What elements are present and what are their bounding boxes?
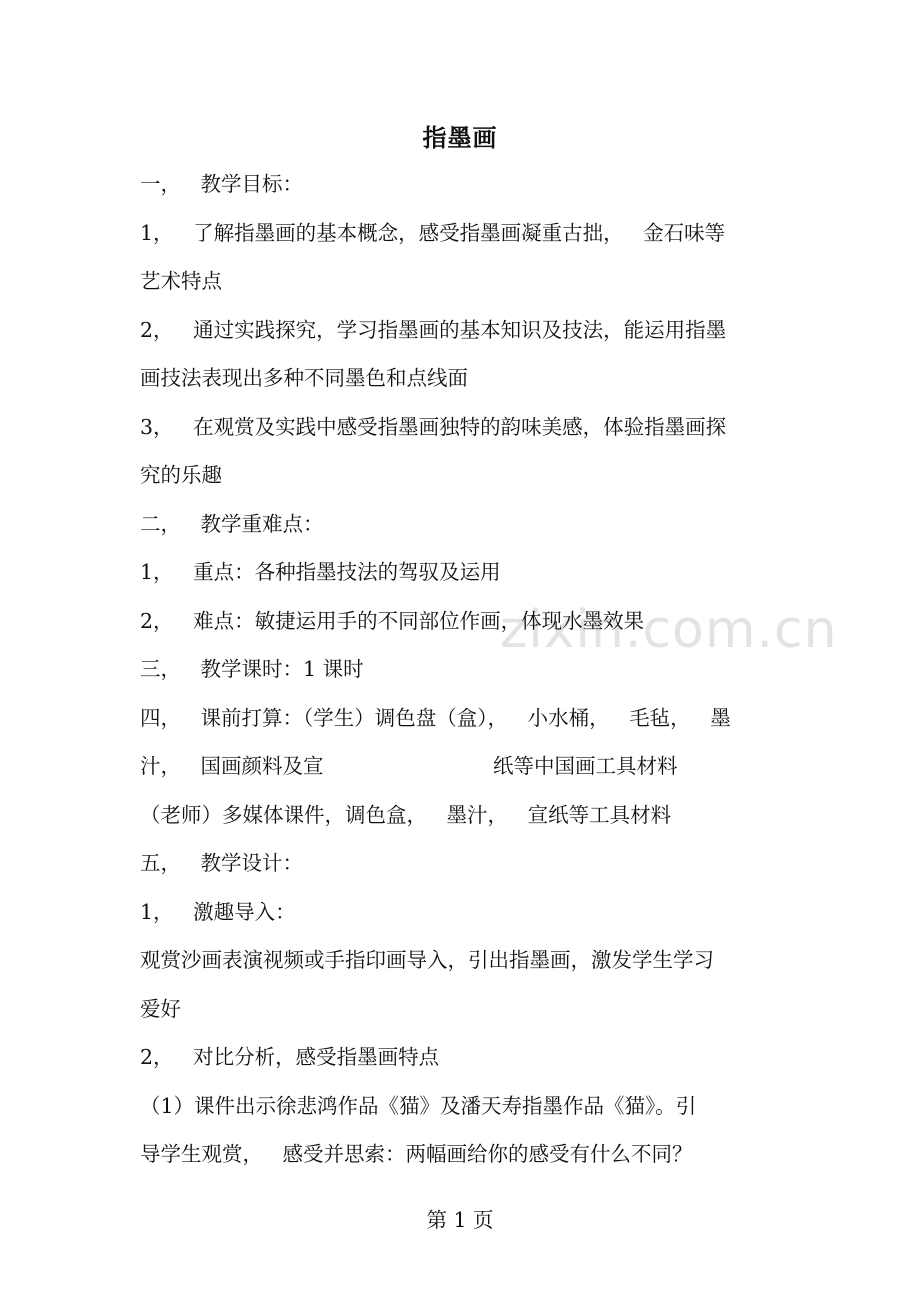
preparation-line-2: 汁， 国画颜料及宣 纸等中国画工具材料 xyxy=(140,754,678,778)
design-step-1-line-1: 观赏沙画表演视频或手指印画导入，引出指墨画，激发学生学习 xyxy=(140,948,714,972)
objective-2-line-1: 2， 通过实践探究，学习指墨画的基本知识及技法，能运用指墨 xyxy=(140,317,727,342)
section-heading-objectives: 一， 教学目标： xyxy=(140,172,304,196)
design-step-2-heading: 2， 对比分析，感受指墨画特点 xyxy=(140,1045,440,1069)
watermark: zixin.com.cn xyxy=(500,600,838,660)
key-point-1: 1， 重点：各种指墨技法的驾驭及运用 xyxy=(140,560,501,584)
objective-1-line-1: 1， 了解指墨画的基本概念，感受指墨画凝重古拙， 金石味等 xyxy=(140,220,726,245)
section-heading-class-hours: 三， 教学课时：1 课时 xyxy=(140,657,364,681)
preparation-line-1: 四， 课前打算：（学生）调色盘（盒）， 小水桶， 毛毡， 墨 xyxy=(140,705,731,730)
page-number: 第 1 页 xyxy=(426,1208,494,1232)
design-step-1-heading: 1， 激趣导入： xyxy=(140,899,296,924)
section-heading-design: 五， 教学设计： xyxy=(140,851,304,875)
page-title: 指墨画 xyxy=(422,124,498,152)
objective-3-line-2: 究的乐趣 xyxy=(140,463,222,487)
design-step-2-line-2: 导学生观赏， 感受并思索：两幅画给你的感受有什么不同？ xyxy=(140,1142,693,1166)
design-step-1-line-2: 爱好 xyxy=(140,996,181,1021)
objective-3-line-1: 3， 在观赏及实践中感受指墨画独特的韵味美感，体验指墨画探 xyxy=(140,414,727,439)
objective-1-line-2: 艺术特点 xyxy=(140,269,222,293)
preparation-line-3: （老师）多媒体课件，调色盒， 墨汁， 宣纸等工具材料 xyxy=(140,802,672,827)
document-body xyxy=(140,160,790,1179)
key-point-2: 2， 难点：敏捷运用手的不同部位作画，体现水墨效果 xyxy=(140,608,645,633)
section-heading-key-points: 二， 教学重难点： xyxy=(140,511,324,536)
objective-2-line-2: 画技法表现出多种不同墨色和点线面 xyxy=(140,366,468,390)
design-step-2-line-1: （1）课件出示徐悲鸿作品《猫》及潘天寿指墨作品《猫》。引 xyxy=(140,1093,697,1118)
